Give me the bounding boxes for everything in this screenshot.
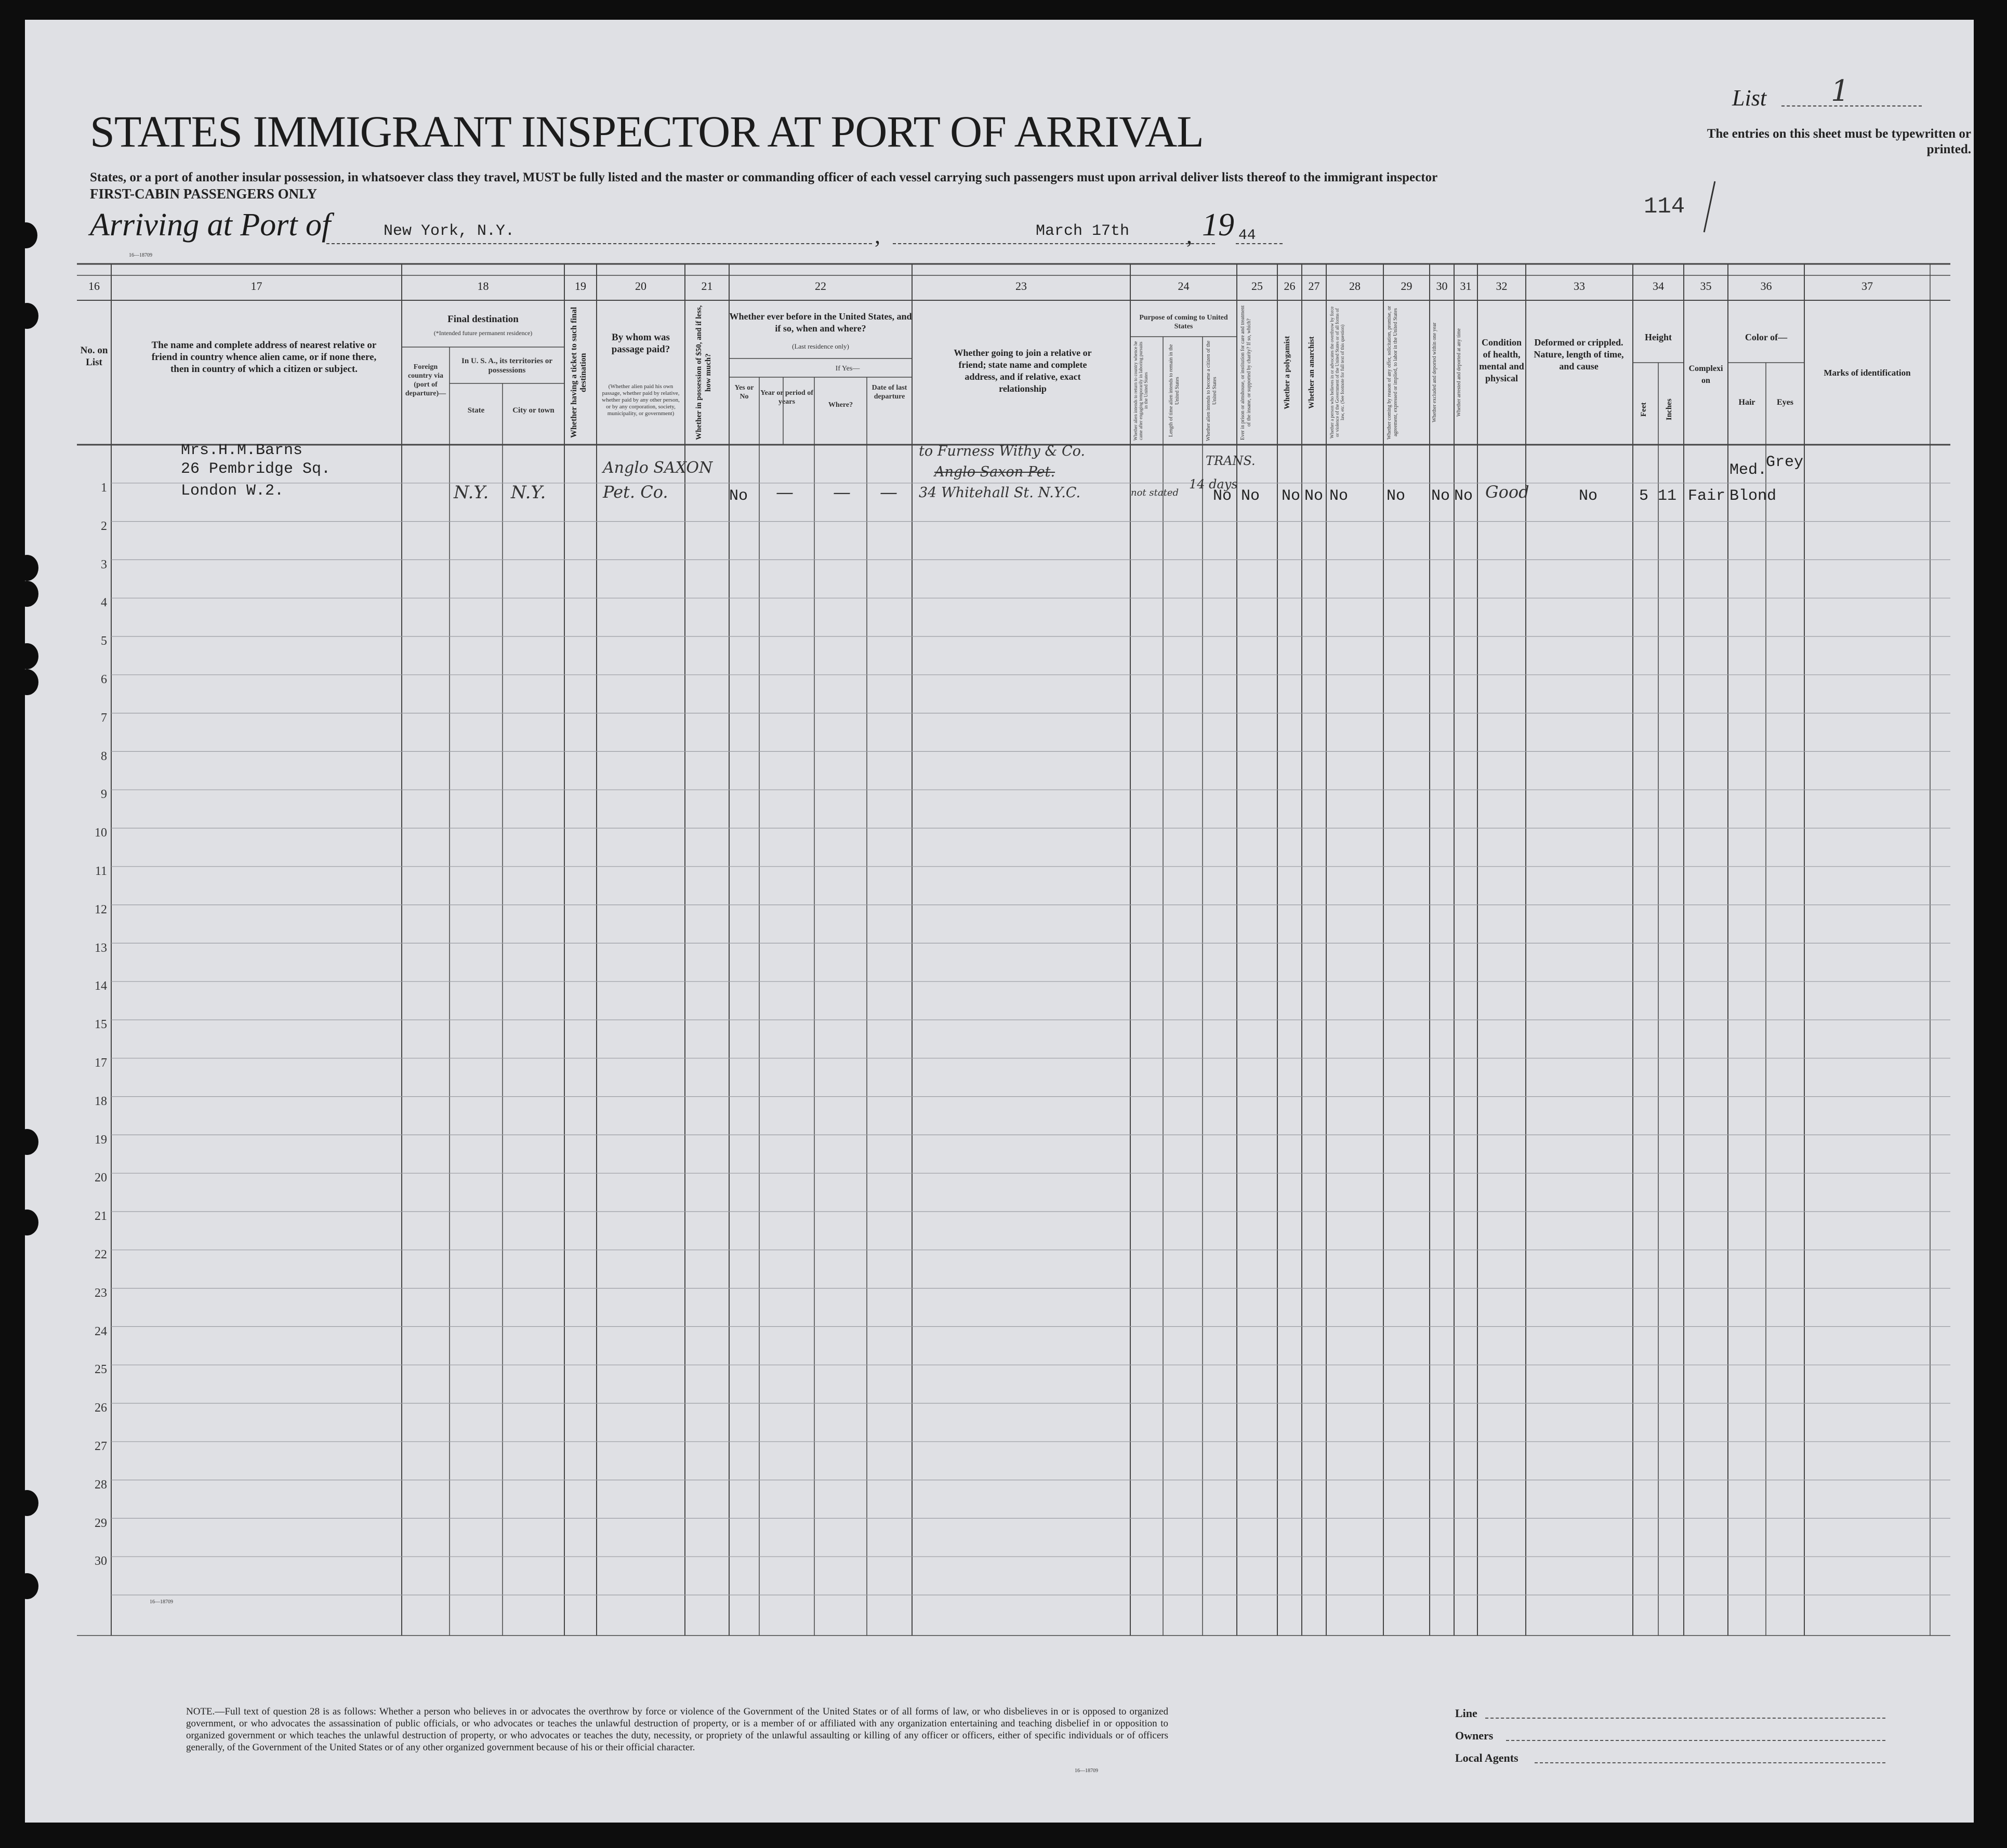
- row-number: 29: [95, 1516, 107, 1530]
- header-purpose-citizen: Whether alien intends to become a citizen of the United States: [1206, 340, 1218, 441]
- header-deformed: Deformed or crippled. Nature, length of time, and cause: [1534, 337, 1624, 371]
- footer-owners-blank: [1506, 1740, 1885, 1741]
- header-last-residence: (Last residence only): [792, 342, 849, 350]
- header-arrested: Whether arrested and deported at any time: [1456, 328, 1462, 417]
- height-inches: 11: [1658, 487, 1677, 505]
- header-prison: Ever in prison or almshouse, or institution for care and treatment of the insane, or supported by charity? If so, which?: [1240, 305, 1252, 440]
- row-number: 24: [95, 1324, 107, 1338]
- join-line1: to Furness Withy & Co.: [919, 443, 1086, 459]
- hair-line2: Blond: [1729, 487, 1777, 505]
- colnum-21: 21: [701, 280, 713, 293]
- dest-state: N.Y.: [454, 482, 489, 503]
- row-number: 11: [95, 865, 107, 878]
- row-number: 14: [95, 979, 107, 993]
- colnum-35: 35: [1700, 280, 1712, 293]
- form-number-bottom-left: 16—18709: [150, 1599, 173, 1605]
- prison: No: [1241, 487, 1260, 505]
- header-height: Height: [1645, 332, 1672, 342]
- footer-note: NOTE.—Full text of question 28 is as follows: Whether a person who believes in or advocates the overthrow by force or violence of the Government of the United States or of all forms of law, or who disbelieves in or is opposed to organized government, or who advocates the assassination of public officials, or who advocates or teaches the unlawful destruction of property, or is a member of or affiliated with any organization entertaining and teaching disbelief in or opposition to organized government or which teaches the unlawful destruction of property, or who advocates or teaches the duty, necessity, or propriety of the unlawful assaulting or killing of any officer or officers, either of specific individuals or of officers generally, of the Government of the United States or of any other organized government because of his or their official character.: [186, 1706, 1168, 1753]
- row-number: 22: [95, 1248, 107, 1261]
- notice-line: States, or a port of another insular possession, in whatsoever class they travel, MUST be fully listed and the master or commanding officer of each vessel carrying such passengers must upon arrival deliver lists thereof to the immigrant inspector: [90, 170, 1438, 184]
- colnum-31: 31: [1460, 280, 1472, 293]
- row-number: 13: [95, 941, 107, 955]
- colnum-26: 26: [1284, 280, 1296, 293]
- year-suffix: 44: [1238, 228, 1256, 244]
- paid-by-line1: Anglo SAXON: [603, 459, 713, 477]
- question-29: No: [1387, 487, 1406, 505]
- form-number-footer: 16—18709: [1075, 1768, 1098, 1774]
- colnum-16: 16: [88, 280, 100, 293]
- header-purpose: Purpose of coming to United States: [1139, 314, 1228, 330]
- height-feet: 5: [1639, 487, 1649, 505]
- header-if-yes: If Yes—: [835, 365, 860, 373]
- colnum-23: 23: [1015, 280, 1027, 293]
- row-number: 18: [95, 1094, 107, 1108]
- header-inches: Inches: [1665, 398, 1673, 420]
- date-value: March 17th: [1036, 222, 1130, 240]
- ever-where: —: [833, 482, 851, 503]
- port-comma: ,: [875, 223, 880, 248]
- header-ever-before: Whether ever before in the United States, and if so, when and where?: [729, 311, 912, 334]
- header-purpose-length: Length of time alien intends to remain in the United States: [1168, 344, 1180, 437]
- row-number: 17: [95, 1056, 107, 1070]
- class-line: FIRST-CABIN PASSENGERS ONLY: [90, 186, 318, 202]
- row-number: 6: [101, 673, 107, 686]
- header-relative: The name and complete address of nearest relative or friend in country whence alien came, or if none there, then in country of which a citizen or subject.: [151, 340, 377, 375]
- header-yes-no: Yes or No: [734, 384, 754, 401]
- row-number: 20: [95, 1171, 107, 1185]
- row-number: 8: [101, 749, 107, 763]
- colnum-20: 20: [635, 280, 646, 293]
- colnum-37: 37: [1861, 280, 1873, 293]
- year-prefix: 19: [1202, 207, 1234, 243]
- colnum-22: 22: [815, 280, 826, 293]
- footer-owners-label: Owners: [1455, 1729, 1494, 1742]
- row-number: 3: [101, 557, 107, 571]
- header-anarchist: Whether an anarchist: [1308, 336, 1316, 409]
- header-fifty-dollars: Whether in possession of $50, and if less, how much?: [695, 305, 712, 440]
- header-passage-note: (Whether alien paid his own passage, whether paid by relative, whether paid by any other person, or by any corporation, society, municipality, or government): [602, 383, 680, 417]
- footer-agents-label: Local Agents: [1455, 1751, 1519, 1764]
- row-number: 25: [95, 1363, 107, 1377]
- arriving-label: Arriving at Port of: [90, 207, 331, 243]
- join-line2: Anglo Saxon Pet.: [934, 464, 1055, 480]
- row-number: 28: [95, 1478, 107, 1492]
- colnum-19: 19: [575, 280, 586, 293]
- colnum-29: 29: [1401, 280, 1412, 293]
- list-value: 1: [1831, 74, 1850, 108]
- header-polygamist: Whether a polygamist: [1283, 336, 1291, 409]
- header-complexion: Complexion: [1688, 364, 1723, 385]
- colnum-28: 28: [1349, 280, 1361, 293]
- eyes: Grey: [1766, 454, 1804, 471]
- manifest-sheet: [25, 20, 1974, 1823]
- colnum-25: 25: [1251, 280, 1263, 293]
- dest-city: N.Y.: [511, 482, 546, 503]
- typewritten-note: The entries on this sheet must be typewritten or printed.: [1707, 127, 1971, 156]
- row-number: 27: [95, 1440, 107, 1453]
- header-join-relative: Whether going to join a relative or friend; state name and complete address, and if relative, exact relationship: [954, 348, 1092, 394]
- row-number: 30: [95, 1554, 107, 1568]
- row-number: 10: [95, 826, 107, 840]
- header-feet: Feet: [1640, 402, 1648, 417]
- question-28: No: [1329, 487, 1349, 505]
- sheet-number: 114: [1644, 194, 1685, 220]
- header-final-destination-sub: (*Intended future permanent residence): [433, 329, 533, 337]
- header-state: State: [467, 406, 485, 415]
- header-color: Color of—: [1745, 332, 1788, 342]
- row-number: 26: [95, 1401, 107, 1415]
- relative-city: London W.2.: [181, 482, 284, 500]
- row-number: 23: [95, 1286, 107, 1300]
- header-no-on-list: No. on List: [80, 345, 108, 368]
- header-city: City or town: [512, 406, 554, 415]
- header-year-period: Year or period of years: [760, 389, 813, 406]
- colnum-17: 17: [250, 280, 262, 293]
- header-labor-offer: Whether coming by reason of any offer, solicitation, promise, or agreement, expressed or implied, to labor in the United States: [1387, 305, 1398, 440]
- row-number: 5: [101, 634, 107, 648]
- colnum-18: 18: [477, 280, 489, 293]
- colnum-36: 36: [1760, 280, 1772, 293]
- header-hair: Hair: [1738, 398, 1755, 407]
- ever-before: No: [729, 487, 748, 505]
- header-health: Condition of health, mental and physical: [1479, 337, 1524, 383]
- header-in-usa: In U. S. A., its territories or possessions: [461, 357, 552, 375]
- anarchist: No: [1304, 487, 1324, 505]
- colnum-33: 33: [1574, 280, 1585, 293]
- relative-street: 26 Pembridge Sq.: [181, 460, 331, 478]
- join-line3: 34 Whitehall St. N.Y.C.: [919, 485, 1081, 501]
- list-label: List: [1732, 85, 1767, 111]
- footer-agents-blank: [1535, 1762, 1885, 1763]
- header-foreign-country: Foreign country via (port of departure)—: [405, 363, 446, 397]
- header-eyes: Eyes: [1777, 398, 1793, 407]
- form-number-top: 16—18709: [129, 252, 152, 258]
- form-title: STATES IMMIGRANT INSPECTOR AT PORT OF ARRIVAL: [90, 107, 1204, 156]
- purpose-length: 14 days: [1189, 477, 1238, 491]
- footer-line-blank: [1485, 1718, 1885, 1719]
- question-30: No: [1431, 487, 1450, 505]
- header-marks: Marks of identification: [1824, 368, 1911, 378]
- paid-by-line2: Pet. Co.: [603, 482, 668, 502]
- row-number: 2: [101, 519, 107, 533]
- row-number: 12: [95, 902, 107, 916]
- header-final-destination: Final destination: [447, 314, 519, 325]
- colnum-27: 27: [1308, 280, 1320, 293]
- health: Good: [1485, 482, 1529, 502]
- complexion: Fair: [1688, 487, 1726, 505]
- ever-year: —: [776, 482, 794, 503]
- colnum-24: 24: [1178, 280, 1190, 293]
- relative-name: Mrs.H.M.Barns: [181, 442, 303, 459]
- colnum-32: 32: [1496, 280, 1508, 293]
- ever-date: —: [880, 482, 897, 503]
- footer-line-label: Line: [1455, 1707, 1477, 1720]
- row-number: 19: [95, 1133, 107, 1147]
- row-number: 7: [101, 711, 107, 725]
- purpose-trans: TRANS.: [1206, 454, 1256, 468]
- row-number: 1: [101, 481, 107, 495]
- question-31: No: [1454, 487, 1473, 505]
- date-comma: ,: [1186, 223, 1192, 248]
- deformed: No: [1579, 487, 1598, 505]
- purpose-not-stated: not stated: [1131, 487, 1179, 498]
- purpose-citizen: No: [1213, 487, 1232, 505]
- header-overthrow: Whether a person who believes in or advocates the overthrow by force or violence of the Government of the United States or of all forms of law, etc. (See footnote for full text of this question): [1329, 306, 1345, 439]
- hair-line1: Med.: [1729, 461, 1767, 479]
- header-where: Where?: [828, 401, 853, 409]
- header-ticket: Whether having a ticket to such final destination: [570, 307, 588, 438]
- header-excluded: Whether excluded and deported within one year: [1432, 322, 1437, 423]
- row-number: 4: [101, 596, 107, 610]
- colnum-34: 34: [1653, 280, 1664, 293]
- row-number: 9: [101, 788, 107, 802]
- row-number: 15: [95, 1018, 107, 1032]
- header-passage-paid: By whom was passage paid?: [611, 332, 670, 355]
- row-number: 21: [95, 1209, 107, 1224]
- header-date-departure: Date of last departure: [872, 384, 907, 401]
- port-value: New York, N.Y.: [384, 222, 515, 240]
- polygamist: No: [1282, 487, 1301, 505]
- header-purpose-return: Whether alien intends to return to country whence he came after engaging temporarily in laboring pursuits in the United States: [1133, 341, 1148, 441]
- colnum-30: 30: [1436, 280, 1448, 293]
